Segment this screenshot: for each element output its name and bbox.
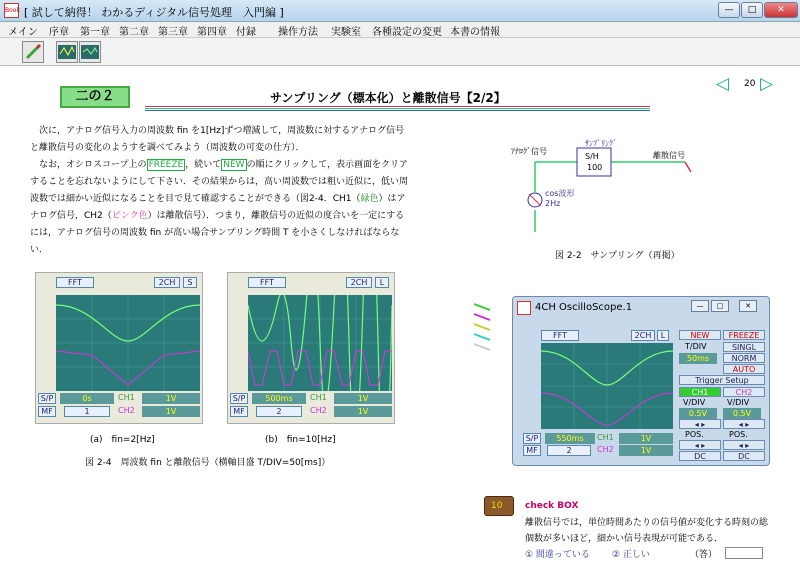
- scope-panel-a: [35, 272, 203, 424]
- check-box-question: 離散信号では，単位時間あたりの信号値が変化する時刻の総個数が多いほど，細かい信号表現が可能である．: [525, 518, 769, 544]
- vdiv-label-2: V/DIV: [727, 398, 750, 407]
- time-readout: 0s: [60, 393, 114, 404]
- sp-button[interactable]: S/P: [523, 433, 541, 444]
- single-button[interactable]: SINGL: [723, 342, 765, 352]
- scope-minimize-button[interactable]: —: [691, 300, 709, 312]
- answer-box[interactable]: [725, 547, 763, 559]
- sp-button[interactable]: S/P: [230, 393, 248, 404]
- menu-lab[interactable]: 実験室: [331, 27, 361, 38]
- fft-button[interactable]: FFT: [56, 277, 94, 288]
- menu-howto[interactable]: 操作方法: [278, 27, 318, 38]
- mf-button[interactable]: MF: [38, 406, 56, 417]
- ch2-label: CH2: [310, 406, 327, 415]
- ch1-value: 1V: [142, 393, 200, 404]
- scope-a-caption: (a) fin=2[Hz]: [90, 435, 155, 445]
- check-box-title: check BOX: [525, 501, 579, 511]
- app-icon: Book: [4, 3, 19, 18]
- scope-b-caption: (b) fin=10[Hz]: [265, 435, 336, 445]
- vdiv-stepper-1[interactable]: ◂ ▸: [679, 419, 721, 429]
- mode-button[interactable]: L: [375, 277, 389, 288]
- vdiv-value-1: 0.5V: [679, 408, 717, 419]
- minimize-button[interactable]: —: [718, 2, 740, 18]
- ch2-value: 1V: [142, 406, 200, 417]
- step-control[interactable]: 2: [256, 406, 302, 417]
- scope-screen-b: [248, 295, 392, 391]
- scope-maximize-button[interactable]: □: [711, 300, 729, 312]
- menu-info[interactable]: 本書の情報: [450, 27, 500, 38]
- title-bar: [0, 0, 800, 22]
- treasure-chest-icon: [484, 496, 514, 516]
- paragraph-1: 次に，アナログ信号入力の周波数 fin を1[Hz]ずつ増減して，周波数に対するアナログ信号と離散信号の変化のようすを調べてみよう（周波数の可変の仕方）．: [30, 126, 405, 153]
- ch1-value: 1V: [334, 393, 392, 404]
- menu-ch4[interactable]: 第四章: [197, 27, 227, 38]
- probe-icons: [472, 300, 494, 363]
- time-readout: 500ms: [252, 393, 306, 404]
- step-control[interactable]: 2: [547, 445, 591, 456]
- text-span: ，続いて: [185, 160, 222, 170]
- scope-window-screen: [541, 343, 673, 429]
- sampling-diagram: [505, 132, 715, 242]
- menu-settings[interactable]: 各種設定の変更: [372, 27, 442, 38]
- vdiv-value-2: 0.5V: [723, 408, 761, 419]
- diagram-caption: 図 2-2 サンプリング（再掲）: [555, 251, 680, 261]
- channel-button[interactable]: 2CH: [154, 277, 180, 288]
- scope-screen-a: [56, 295, 200, 391]
- menu-ch2[interactable]: 第二章: [119, 27, 149, 38]
- pink-word: ピンク色: [111, 211, 148, 221]
- menu-ch3[interactable]: 第三章: [158, 27, 188, 38]
- body-text: [30, 123, 410, 259]
- ch2-value: 1V: [619, 445, 673, 456]
- menu-bar: [0, 22, 800, 38]
- figure-caption: 図 2-4 周波数 fin と離散信号（横軸目盛 T/DIV=50[ms]）: [85, 458, 331, 468]
- text-span: ）は離散信号）．つまり，離散信号の近似の度合いを一定にするには，アナログ信号の周波数 fin が高い場合サンプリング時間 T を小さくしなければならない．: [30, 211, 405, 255]
- auto-button[interactable]: AUTO: [723, 364, 765, 374]
- dc-button-2[interactable]: DC: [723, 451, 765, 461]
- vdiv-label-1: V/DIV: [683, 398, 706, 407]
- menu-ch1[interactable]: 第一章: [80, 27, 110, 38]
- ch2-tab[interactable]: CH2: [723, 387, 765, 397]
- ch1-label: CH1: [310, 393, 327, 402]
- fft-button[interactable]: FFT: [248, 277, 286, 288]
- close-button[interactable]: ✕: [764, 2, 798, 18]
- ch1-label: CH1: [118, 393, 135, 402]
- pos-label-1: POS.: [685, 430, 704, 439]
- scope-window-title: 4CH OscilloScope.1: [535, 302, 633, 313]
- mode-button[interactable]: S: [183, 277, 197, 288]
- page-number: 20: [744, 79, 756, 89]
- prev-page-icon[interactable]: ◁: [716, 74, 730, 94]
- vdiv-stepper-2[interactable]: ◂ ▸: [723, 419, 765, 429]
- tdiv-label: T/DIV: [685, 342, 707, 351]
- ch2-label: CH2: [118, 406, 135, 415]
- ch1-value: 1V: [619, 433, 673, 444]
- pen-tool-button[interactable]: [22, 41, 44, 63]
- chapter-tag: 二の２: [60, 86, 130, 108]
- discrete-label: 離散信号: [653, 151, 685, 160]
- scope-1-button[interactable]: [56, 41, 78, 63]
- ch1-label: CH1: [597, 433, 614, 442]
- ch2-value: 1V: [334, 406, 392, 417]
- mf-button[interactable]: MF: [230, 406, 248, 417]
- mode-button[interactable]: L: [657, 330, 669, 341]
- new-button[interactable]: NEW: [679, 330, 721, 340]
- pos-stepper-1[interactable]: ◂ ▸: [679, 440, 721, 450]
- window-title: [ 試して納得！ わかるディジタル信号処理 入門編 ]: [24, 6, 284, 19]
- header-rule: [145, 106, 650, 111]
- sp-button[interactable]: S/P: [38, 393, 56, 404]
- menu-main[interactable]: メイン: [8, 27, 38, 38]
- scope-window-icon: [517, 301, 531, 315]
- text-span: なお，オシロスコープ上の: [39, 160, 147, 170]
- chest-label: 10: [491, 501, 503, 511]
- green-word: 緑色: [360, 194, 379, 204]
- sampling-label: ｻﾝﾌﾟﾘﾝｸﾞ: [585, 139, 617, 148]
- sh-value: 100: [587, 163, 603, 172]
- answer-label: （答）: [690, 550, 718, 560]
- oscilloscope-window[interactable]: [512, 296, 770, 466]
- freeze-label: FREEZE: [148, 160, 184, 170]
- option-2[interactable]: ② 正しい: [612, 550, 650, 560]
- option-1[interactable]: ① 間違っている: [525, 550, 590, 560]
- channel-button[interactable]: 2CH: [346, 277, 372, 288]
- dc-button-1[interactable]: DC: [679, 451, 721, 461]
- scope-2-button[interactable]: [79, 41, 101, 63]
- next-page-icon[interactable]: ▷: [760, 74, 774, 94]
- source-freq: 2Hz: [545, 199, 561, 208]
- norm-button[interactable]: NORM: [723, 353, 765, 363]
- ch2-label: CH2: [597, 445, 614, 454]
- text-span: ）はアナログ信号，CH2（: [30, 194, 406, 221]
- time-readout: 550ms: [545, 433, 595, 444]
- paragraph-2: [30, 157, 410, 259]
- new-label: NEW: [223, 160, 245, 170]
- text-span: の順にクリックして，表示画面をクリアすることを忘れないようにして下さい．その結果からは，高い周波数では粗い近似に，低い周波数では細かい近似になることを目で見て確認することができる（図2-4．CH1（: [30, 160, 409, 204]
- trigger-setup-button[interactable]: Trigger Setup: [679, 375, 765, 385]
- channel-button[interactable]: 2CH: [631, 330, 655, 341]
- ch1-tab[interactable]: CH1: [679, 387, 721, 397]
- source-label: cos波形: [545, 189, 575, 198]
- mf-button[interactable]: MF: [523, 445, 541, 456]
- pos-label-2: POS.: [729, 430, 748, 439]
- menu-appendix[interactable]: 付録: [236, 27, 256, 38]
- sh-label: S/H: [585, 152, 599, 161]
- analog-label: ｱﾅﾛｸﾞ信号: [511, 147, 547, 156]
- menu-intro[interactable]: 序章: [49, 27, 69, 38]
- toolbar: [0, 38, 800, 66]
- scope-close-button[interactable]: ✕: [739, 300, 757, 312]
- fft-button[interactable]: FFT: [541, 330, 579, 341]
- scope-panel-b: [227, 272, 395, 424]
- tdiv-value: 50ms: [679, 353, 717, 364]
- freeze-button[interactable]: FREEZE: [723, 330, 765, 340]
- pos-stepper-2[interactable]: ◂ ▸: [723, 440, 765, 450]
- maximize-button[interactable]: □: [741, 2, 763, 18]
- page-title: サンプリング（標本化）と離散信号【2/2】: [270, 91, 506, 105]
- step-control[interactable]: 1: [64, 406, 110, 417]
